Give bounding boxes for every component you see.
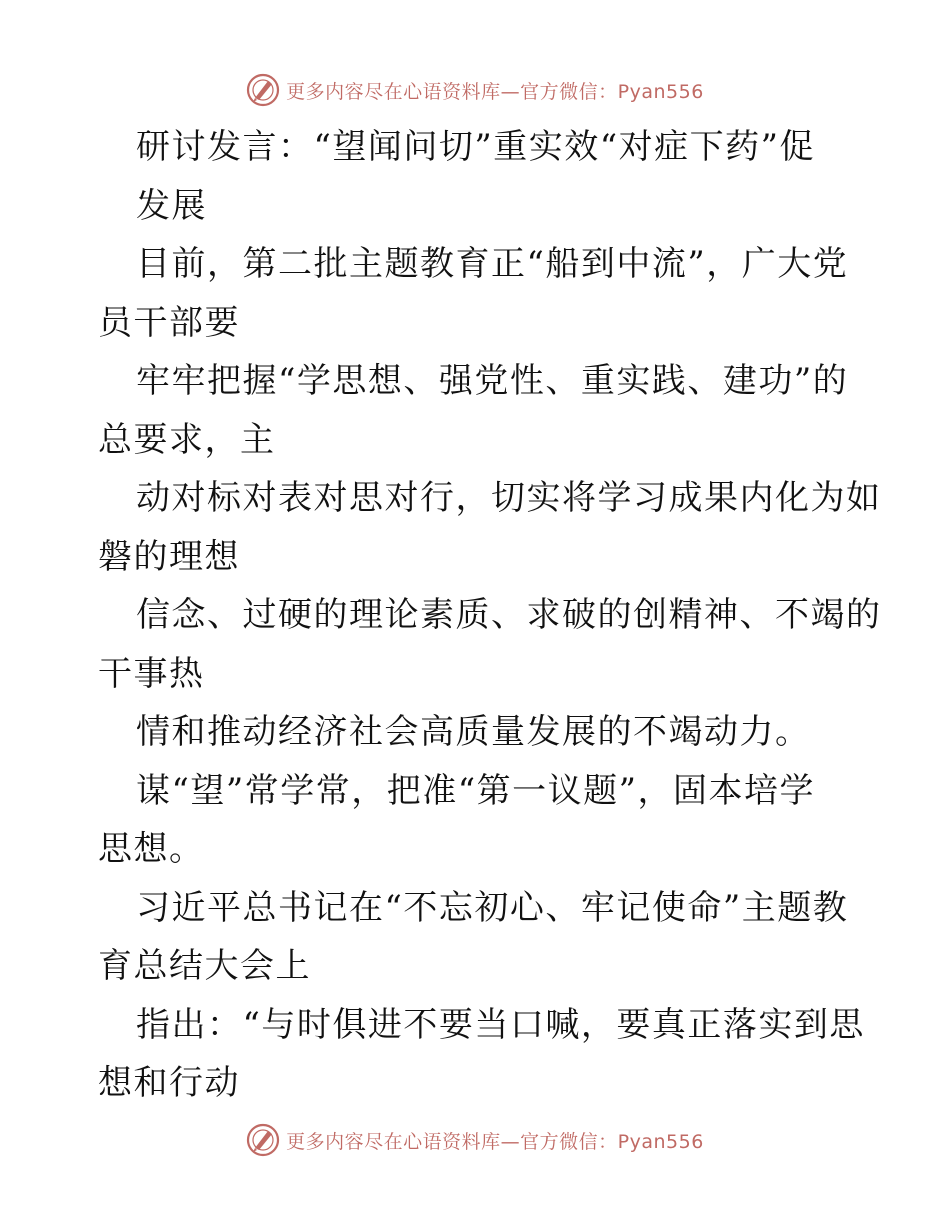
paragraph-line: 信念、过硬的理论素质、求破的创精神、不竭的 [136, 595, 882, 635]
watermark-text: 更多内容尽在心语资料库—官方微信：Pyan556 [286, 80, 704, 103]
paragraph-line: 磐的理想 [98, 536, 240, 577]
document-body [98, 118, 882, 1113]
paragraph-line: 情和推动经济社会高质量发展的不竭动力。 [136, 712, 811, 752]
paragraph-line: 目前，第二批主题教育正“船到中流”，广大党 [136, 244, 849, 284]
paragraph-line: 总要求，主 [98, 419, 276, 460]
paragraph-line: 指出：“与时俱进不要当口喊，要真正落实到思 [136, 1004, 865, 1045]
paragraph-line: 想和行动 [98, 1063, 240, 1103]
paragraph-line: 动对标对表对思对行，切实将学习成果内化为如 [136, 478, 882, 518]
paragraph-line: 员干部要 [98, 302, 240, 343]
pen-circle-logo-icon [246, 1123, 280, 1157]
paragraph-line: 习近平总书记在“不忘初心、牢记使命”主题教 [136, 887, 849, 928]
header-watermark [0, 70, 950, 110]
watermark-text: 更多内容尽在心语资料库—官方微信：Pyan556 [286, 1130, 704, 1153]
pen-circle-logo-icon [246, 73, 280, 107]
paragraph-line: 牢牢把握“学思想、强党性、重实践、建功”的 [136, 361, 849, 401]
paragraph-line: 育总结大会上 [98, 946, 311, 986]
paragraph-line: 思想。 [98, 829, 205, 869]
document-title-line-1: 研讨发言：“望闻问切”重实效“对症下药”促 [136, 127, 816, 167]
paragraph-line: 干事热 [98, 653, 205, 694]
document-title-line-2: 发展 [136, 185, 207, 226]
footer-watermark [0, 1120, 950, 1160]
paragraph-line: 谋“望”常学常，把准“第一议题”，固本培学 [136, 770, 816, 811]
